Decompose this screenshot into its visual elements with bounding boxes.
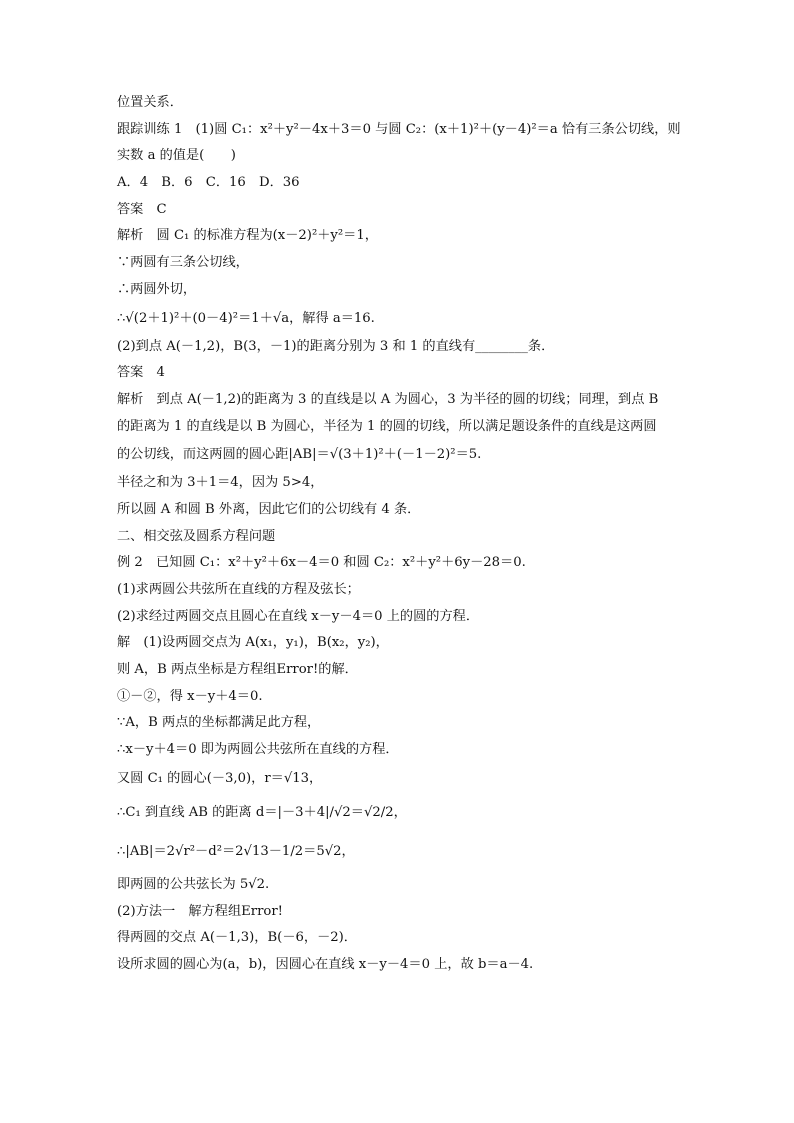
formula-line: 的公切线，而这两圆的圆心距|AB|＝√(3＋1)²＋(－1－2)²＝5. bbox=[117, 447, 482, 463]
text-line: ∵A，B 两点的坐标都满足此方程， bbox=[117, 715, 321, 731]
formula-line: ∴C₁ 到直线 AB 的距离 d＝|－3＋4|/√2＝√2/2， bbox=[117, 804, 407, 820]
text-line: 设所求圆的圆心为(a，b)，因圆心在直线 x－y－4＝0 上，故 b＝a－4. bbox=[117, 956, 534, 972]
text-line: 半径之和为 3＋1＝4，因为 5>4， bbox=[117, 475, 324, 491]
text-line: 解析 圆 C₁ 的标准方程为(x－2)²＋y²＝1， bbox=[117, 228, 378, 244]
example-heading: 例 2 已知圆 C₁：x²＋y²＋6x－4＝0 和圆 C₂：x²＋y²＋6y－28＝0. bbox=[117, 555, 526, 571]
text-line: ∵两圆有三条公切线， bbox=[117, 255, 249, 271]
text-line: 实数 a 的值是( ) bbox=[117, 148, 236, 164]
text-line: 则 A，B 两点坐标是方程组Error!的解． bbox=[117, 662, 358, 678]
text-line: 跟踪训练 1 (1)圆 C₁：x²＋y²－4x＋3＝0 与圆 C₂：(x＋1)²＋(y－4)²＝a 恰有三条公切线，则 bbox=[117, 121, 681, 137]
answer-label: 答案 4 bbox=[117, 365, 165, 381]
text-line: (1)求两圆公共弦所在直线的方程及弦长； bbox=[117, 582, 360, 597]
formula-line: 又圆 C₁ 的圆心(－3,0)，r＝√13， bbox=[117, 770, 323, 786]
text-line: 所以圆 A 和圆 B 外离，因此它们的公切线有 4 条． bbox=[117, 501, 421, 517]
text-line: ∴x－y＋4＝0 即为两圆公共弦所在直线的方程． bbox=[117, 742, 399, 758]
text-line: 位置关系． bbox=[117, 95, 183, 110]
formula-line: ∴√(2＋1)²＋(0－4)²＝1＋√a，解得 a＝16. bbox=[117, 310, 375, 326]
text-line: 解 (1)设两圆交点为 A(x₁，y₁)，B(x₂，y₂)， bbox=[117, 635, 389, 651]
text-line: (2)到点 A(－1,2)，B(3，－1)的距离分别为 3 和 1 的直线有________条． bbox=[117, 338, 555, 354]
text-line: A．4 B．6 C．16 D．36 bbox=[117, 175, 300, 191]
text-line: 解析 到点 A(－1,2)的距离为 3 的直线是以 A 为圆心，3 为半径的圆的切线；同理，到点 B bbox=[117, 391, 659, 407]
document-page bbox=[117, 90, 681, 979]
text-line: ①－②，得 x－y＋4＝0. bbox=[117, 688, 263, 704]
section-heading: 二、相交弦及圆系方程问题 bbox=[117, 528, 276, 544]
formula-line: ∴|AB|＝2√r²－d²＝2√13－1/2＝5√2， bbox=[117, 843, 355, 859]
text-line: 的距离为 1 的直线是以 B 为圆心，半径为 1 的圆的切线，所以满足题设条件的直线是这两圆 bbox=[117, 418, 657, 434]
text-line: 即两圆的公共弦长为 5√2. bbox=[117, 876, 270, 892]
text-line: ∴两圆外切， bbox=[117, 281, 197, 297]
text-line: (2)方法一 解方程组Error! bbox=[117, 903, 283, 919]
answer-label: 答案 C bbox=[117, 201, 167, 217]
text-line: (2)求经过两圆交点且圆心在直线 x－y－4＝0 上的圆的方程． bbox=[117, 608, 480, 624]
text-line: 得两圆的交点 A(－1,3)，B(－6，－2)． bbox=[117, 930, 357, 946]
